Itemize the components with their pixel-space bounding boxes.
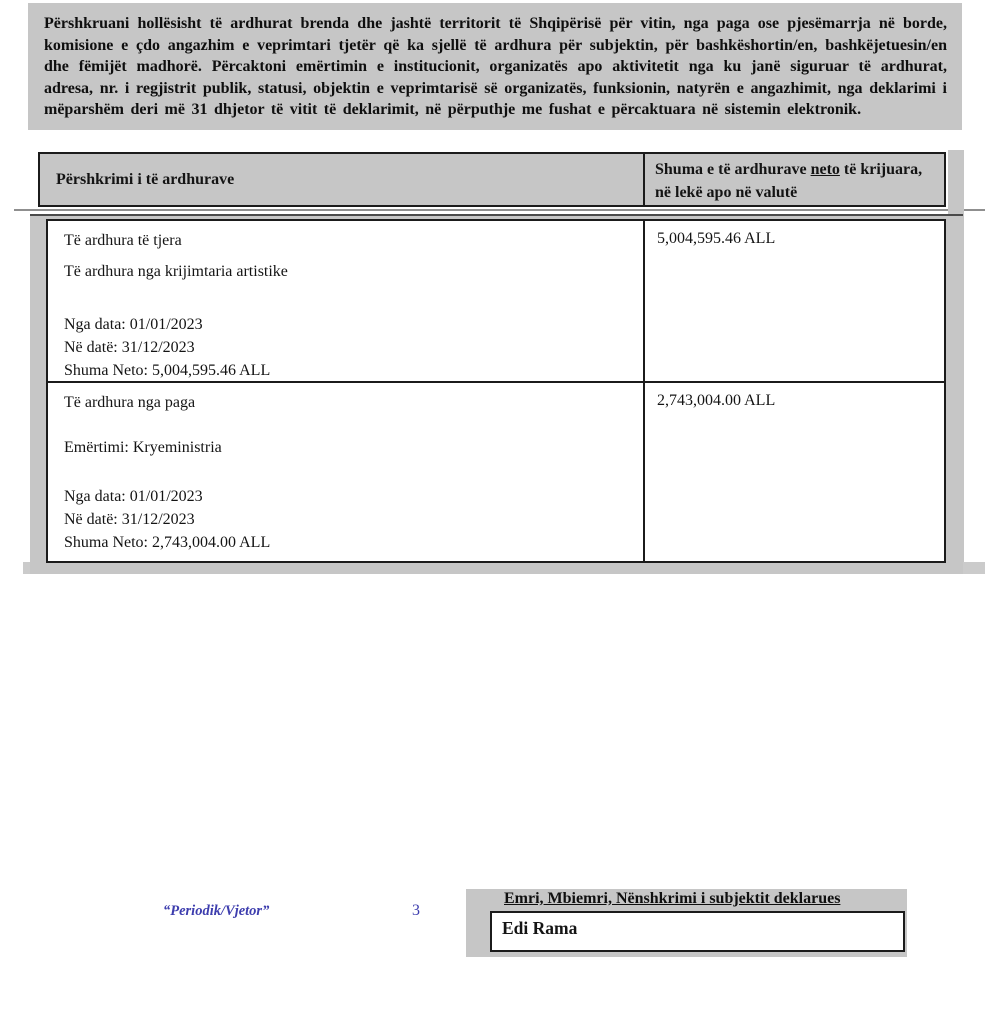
- income-net-line: Shuma Neto: 5,004,595.46 ALL: [64, 362, 271, 379]
- income-amount: 2,743,004.00 ALL: [657, 392, 776, 409]
- income-from-date: Nga data: 01/01/2023: [64, 316, 203, 333]
- column-header-amount: [645, 154, 944, 205]
- income-description-cell: [48, 383, 645, 561]
- income-description-cell: [48, 221, 645, 381]
- page-number: 3: [412, 902, 420, 919]
- column-header-description: [40, 154, 645, 205]
- amount-header-suffix: të krijuara, në lekë apo në valutë: [655, 161, 923, 201]
- income-table-body: [46, 219, 946, 563]
- income-title: Të ardhura të tjera: [64, 232, 182, 249]
- signature-name-field[interactable]: [490, 911, 905, 952]
- income-amount: 5,004,595.46 ALL: [657, 230, 776, 247]
- table-row: [48, 221, 944, 383]
- income-title: Të ardhura nga paga: [64, 394, 196, 411]
- income-from-date: Nga data: 01/01/2023: [64, 488, 203, 505]
- table-row: [48, 383, 944, 561]
- income-amount-cell: [645, 383, 944, 561]
- income-subtitle: Të ardhura nga krijimtaria artistike: [64, 263, 288, 280]
- amount-header-neto-underlined: neto: [810, 161, 840, 178]
- signature-panel: [466, 889, 907, 957]
- declaration-type-label: “Periodik/Vjetor”: [163, 903, 270, 919]
- income-to-date: Në datë: 31/12/2023: [64, 511, 195, 528]
- signature-label: Emri, Mbiemri, Nënshkrimi i subjektit deklarues: [504, 890, 841, 907]
- income-net-line: Shuma Neto: 2,743,004.00 ALL: [64, 534, 271, 551]
- income-to-date: Në datë: 31/12/2023: [64, 339, 195, 356]
- income-amount-cell: [645, 221, 944, 381]
- amount-header-prefix: Shuma e të ardhurave: [655, 161, 811, 178]
- separator-rule: [14, 209, 985, 211]
- column-header-description-label: Përshkrimi i të ardhurave: [56, 170, 235, 188]
- income-subtitle: Emërtimi: Kryeministria: [64, 439, 222, 456]
- income-table-backing: [30, 214, 963, 574]
- instructions-paragraph: Përshkruani hollësisht të ardhurat brenda dhe jashtë territorit të Shqipërisë për vitin, nga paga ose pjesëmarrja në borde, komisione e çdo angazhim e veprimtari tjetër që ka sjellë të ardhura për subjektin, për bashkëshortin/en, bashkëjetuesin/en dhe fëmijët madhorë. Përcaktoni emërtimin e institucionit, organizatës apo aktivitetit nga ku janë siguruar të ardhurat, adresa, nr. i regjistrit publik, statusi, objektin e veprimtarisë së organizatës, funksionin, natyrën e angazhimit, nga deklarimi i mëparshëm deri më 31 dhjetor të vitit të deklarimit, në përputhje me fushat e përcaktuara në sistemin elektronik.: [28, 3, 962, 130]
- income-table-header: [38, 152, 946, 207]
- signature-name: Edi Rama: [502, 918, 578, 938]
